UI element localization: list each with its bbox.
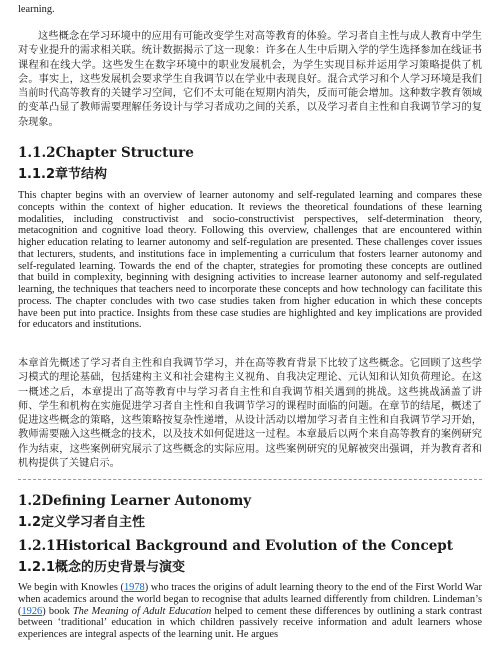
section-divider	[18, 479, 482, 480]
section-title: 概念的历史背景与演变	[55, 560, 186, 575]
text-run: ) who traces the origins of adult learning theory to the end of the First World War when academics around the world began to recognise that adults learned differently from children. Lindeman’s (	[18, 582, 483, 617]
chapter-structure-paragraph-zh: 本章首先概述了学习者自主性和自我调节学习，并在高等教育背景下比较了这些概念。它回顾了这些学习模式的理论基础，包括建构主义和社会建构主义视角、自我决定理论、元认知和认知负荷理论。在这一概述之后，本章提出了高等教育中与学习者自主性和自我调节相关遇到的挑战。这些挑战涵盖了讲师、学生和机构在实施促进学习者自主性和自我调节学习的课程时面临的问题。在章节的结尾，概述了促进这些概念的策略，这些策略按复杂性递增，从设计活动以增加学习者自主性和自我调节学习开始，教师需要融入这些概念的技术，以及技术如何促进这一过程。本章最后以两个来自高等教育的案例研究作为结束，这些案例研究展示了这些概念的实际应用。这些案例研究的见解被突出强调，并为教育者和机构提供了关键启示。	[18, 358, 482, 470]
section-number: 1.2	[18, 493, 42, 509]
section-title: Historical Background and Evolution of the Concept	[55, 538, 453, 554]
section-number: 1.1.2	[18, 145, 56, 161]
section-title: 章节结构	[55, 167, 108, 182]
citation-link-lindeman[interactable]: 1926	[21, 605, 43, 617]
historical-background-paragraph-en	[18, 582, 482, 641]
text-run: ) book	[42, 605, 73, 617]
intro-paragraph-zh: 这些概念在学习环境中的应用有可能改变学生对高等教育的体验。学习者自主性与成人教育中学生对专业提升的需求相关联。统计数据揭示了这一现象：许多在人生中后期入学的学生选择参加在线证书课程和在线大学。这些发生在数字环境中的职业发展机会，为学生实现目标并运用学习策略提供了机会。事实上，这些发展机会要求学生自我调节以在学业中表现良好。混合式学习和个人学习环境是我们当前时代高等教育的关键学习空间，它们不太可能在短期内消失，反而可能会增加。这种数字教育领域的变革凸显了教师需要理解任务设计与学习者成功之间的关系，以及学习者自主性和自我调节学习的复杂现象。	[18, 31, 482, 128]
heading-1-1-2-zh	[18, 167, 482, 183]
text-run: We begin with Knowles (	[18, 582, 124, 593]
section-number: 1.1.2	[18, 167, 56, 182]
heading-1-2-1-en	[18, 538, 482, 554]
heading-1-2-zh	[18, 515, 482, 531]
section-number: 1.2.1	[18, 538, 56, 554]
section-title: Chapter Structure	[55, 145, 194, 161]
heading-1-1-2-en	[18, 145, 482, 161]
section-title: 定义学习者自主性	[41, 515, 146, 530]
chapter-structure-paragraph-en: This chapter begins with an overview of learner autonomy and self-regulated learning and compares these concepts within the context of higher education. It reviews the theoretical foundations of these learning modalities, including constructivist and socio-constructivist perspectives, self-determination theory, metacognition and cognitive load theory. Following this overview, challenges that are encountered within higher education relating to learner autonomy and self-regulation are presented. These challenges cover issues that lecturers, students, and institutions face in implementing a curriculum that fosters learner autonomy and self-regulated learning. Towards the end of the chapter, strategies for promoting these concepts are outlined that build in complexity, beginning with designing activities to increase learner autonomy and self-regulated learning, the techniques that teachers need to incorporate these concepts and how technology can facilitate this process. The chapter concludes with two case studies taken from higher education in which these concepts have been put into practice. Insights from these case studies are highlighted and key implications are provided for educators and institutions.	[18, 190, 482, 331]
heading-1-2-en	[18, 493, 482, 509]
section-number: 1.2	[18, 515, 42, 530]
heading-1-2-1-zh	[18, 560, 482, 576]
book-title: The Meaning of Adult Education	[72, 605, 212, 617]
previous-paragraph-end: learning.	[18, 4, 55, 15]
section-title: Defining Learner Autonomy	[41, 493, 252, 509]
text-run: helped to cement these differences by outlining a stark contrast between ‘traditional’ education in which children passively receive information and adult learners whose experiences are integral aspects of the learning unit. He argues	[18, 605, 483, 640]
section-number: 1.2.1	[18, 560, 56, 575]
citation-link-knowles[interactable]: 1978	[123, 582, 145, 593]
